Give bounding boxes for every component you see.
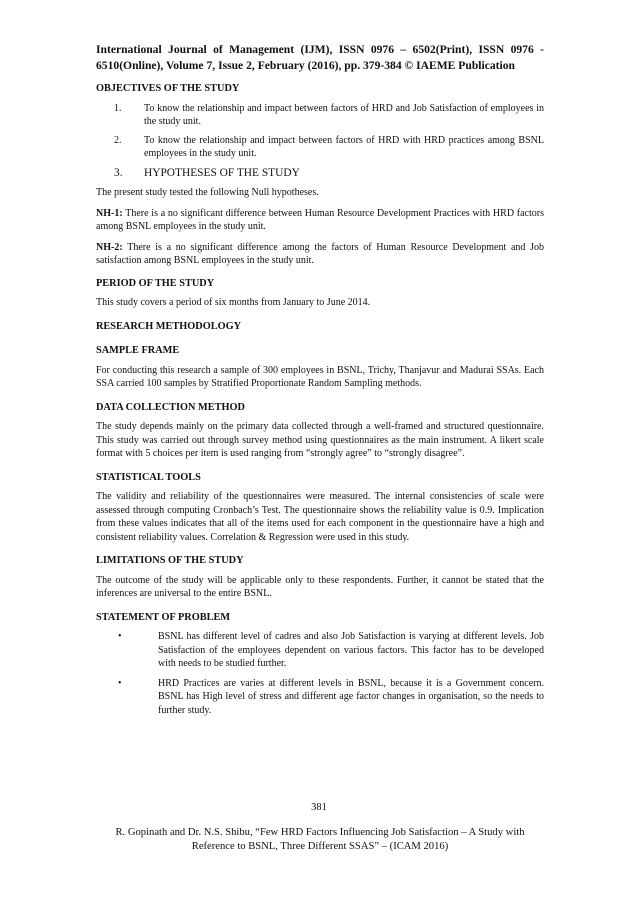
period-heading: PERIOD OF THE STUDY bbox=[96, 277, 215, 289]
sample-frame-text: For conducting this research a sample of 300 employees in BSNL, Trichy, Thanjavur and Madurai SSAs. Each SSA carried 100 samples by Stratified Proportionate Random Sampling methods. bbox=[96, 364, 544, 389]
methodology-heading: RESEARCH METHODOLOGY bbox=[96, 320, 242, 332]
hypotheses-intro: The present study tested the following Null hypotheses. bbox=[96, 187, 319, 198]
list-item-text: HRD Practices are varies at different levels in BSNL, because it is a Government concern. BSNL has High level of stress and different age factor changes in organisation, so the needs to further study. bbox=[158, 677, 544, 716]
list-item-text: To know the relationship and impact between factors of HRD and Job Satisfaction of employees in the study unit. bbox=[144, 102, 544, 127]
citation-footer bbox=[100, 826, 540, 854]
limitations-heading: LIMITATIONS OF THE STUDY bbox=[96, 555, 244, 566]
section-number: 3. bbox=[114, 166, 123, 179]
problem-list bbox=[96, 630, 544, 717]
hypotheses-heading bbox=[96, 167, 544, 181]
footer-line: Reference to BSNL, Three Different SSAS” – (ICAM 2016) bbox=[191, 841, 449, 852]
page-number: 381 bbox=[311, 802, 327, 813]
list-item-number: 1. bbox=[114, 102, 122, 114]
hypothesis-text: There is a no significant difference among the factors of Human Resource Development and Job satisfaction among BSNL employees in the study unit. bbox=[96, 241, 544, 266]
bullet-icon: • bbox=[118, 677, 122, 689]
journal-header: International Journal of Management (IJM), ISSN 0976 – 6502(Print), ISSN 0976 - 6510(Online), Volume 7, Issue 2, February (2016), pp. 379-384 © IAEME Publication bbox=[96, 43, 544, 72]
problem-heading: STATEMENT OF PROBLEM bbox=[96, 611, 231, 623]
statistical-tools-heading: STATISTICAL TOOLS bbox=[96, 471, 201, 483]
list-item-number: 2. bbox=[114, 134, 122, 146]
list-item bbox=[96, 630, 544, 671]
bullet-icon: • bbox=[118, 631, 122, 642]
statistical-tools-text: The validity and reliability of the questionnaires were measured. The internal consistencies of scale were assessed through computing Cronbach’s Test. The questionnaire shows the reliability value is 0.9. Implication from these values indicates that all of the items used for each component in the questionnaire have a high and consistent reliability values. Correlation & Regression were used in this study. bbox=[96, 491, 544, 543]
period-text: This study covers a period of six months from January to June 2014. bbox=[96, 297, 371, 308]
list-item-text: To know the relationship and impact between factors of HRD with HRD practices among BSNL employees in the study unit. bbox=[144, 134, 544, 159]
list-item bbox=[96, 677, 544, 718]
section-title: HYPOTHESES OF THE STUDY bbox=[144, 166, 300, 179]
hypothesis-text: There is a no significant difference between Human Resource Development Practices with HRD factors among BSNL employees in the study unit. bbox=[96, 207, 544, 232]
hypothesis-label: NH-1: bbox=[96, 207, 123, 219]
list-item bbox=[96, 102, 544, 129]
objectives-list bbox=[96, 102, 544, 161]
page-body bbox=[96, 82, 544, 723]
list-item-text: BSNL has different level of cadres and also Job Satisfaction is varying at different levels. Job Satisfaction of the employees dependent on various factors. This factor has to be developed with needs to be studied further. bbox=[158, 631, 544, 669]
hypothesis-nh2 bbox=[96, 241, 544, 268]
limitations-text: The outcome of the study will be applicable only to these respondents. Further, it cannot be stated that the inferences are universal to the entire BSNL. bbox=[96, 574, 544, 599]
list-item bbox=[96, 134, 544, 161]
data-collection-text: The study depends mainly on the primary data collected through a well-framed and structured questionnaire. This study was carried out through survey method using questionnaires as the main instrument. A likert scale format with 5 choices per item is used ranging from “strongly agree” to “strongly disagree”. bbox=[96, 421, 544, 459]
footer-line: R. Gopinath and Dr. N.S. Shibu, “Few HRD Factors Influencing Job Satisfaction – A Study with bbox=[115, 827, 525, 838]
objectives-heading: OBJECTIVES OF THE STUDY bbox=[96, 83, 240, 94]
hypothesis-nh1 bbox=[96, 207, 544, 234]
sample-frame-heading: SAMPLE FRAME bbox=[96, 345, 180, 356]
hypothesis-label: NH-2: bbox=[96, 241, 123, 253]
data-collection-heading: DATA COLLECTION METHOD bbox=[96, 401, 245, 413]
